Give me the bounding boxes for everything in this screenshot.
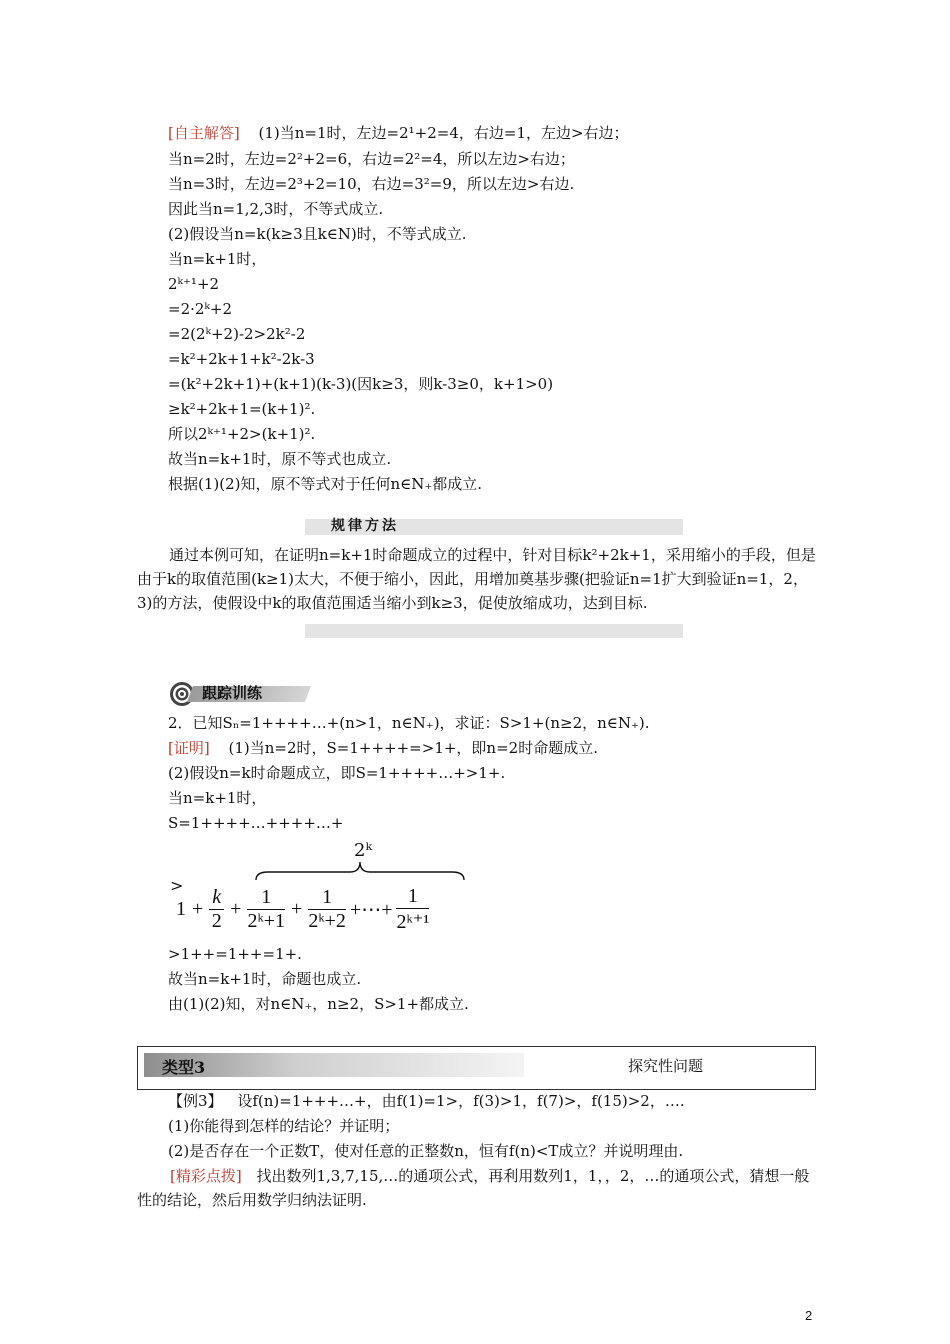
tracking-proof-line-2: 当n=k+1时， bbox=[168, 789, 267, 807]
fraction-k-over-2 bbox=[209, 886, 224, 933]
proof1-line-8: =2(2ᵏ+2)-2>2k²-2 bbox=[168, 325, 306, 343]
tracking-after-0: >1++=1++=1+. bbox=[168, 945, 302, 963]
proof1-line-9: =k²+2k+1+k²-2k-3 bbox=[168, 350, 315, 368]
formula-dots: +⋯+ bbox=[349, 898, 393, 921]
hint-text: 找出数列1,3,7,15,…的通项公式，再利用数列1，1，，2，…的通项公式，猜想一般性的结论，然后用数学归纳法证明. bbox=[137, 1167, 810, 1209]
proof1-line-6: 2ᵏ⁺¹+2 bbox=[168, 275, 220, 293]
rule-bar-bottom bbox=[305, 624, 683, 638]
formula: 1 + $\frac{k}{2}$ + $\frac{1}{\text{2ᵏ+1}}$ + $\frac{1}{\text{2ᵏ+2}}$ +⋯+ $\frac{1}{\text{2ᵏ⁺¹}}$ bbox=[176, 884, 430, 933]
formula-one: 1 bbox=[176, 897, 186, 920]
rule-method-text: 通过本例可知，在证明n=k+1时命题成立的过程中，针对目标k²+2k+1，采用缩小的手段，但是由于k的取值范围(k≥1)太大，不便于缩小，因此，用增加奠基步骤(把验证n=1扩大到验证n=1，2，3)的方法，使假设中k的取值范围适当缩小到k≥3，促使放缩成功，达到目标. bbox=[137, 546, 816, 612]
example3-line-2: (2)是否存在一个正数T，使对任意的正整数n，恒有f(n)<T成立？并说明理由. bbox=[168, 1142, 684, 1160]
overbrace bbox=[254, 860, 466, 882]
tracking-after-1: 故当n=k+1时，命题也成立. bbox=[168, 970, 362, 988]
rule-method-title: 规律方法 bbox=[320, 515, 410, 537]
tracking-proof-line-0 bbox=[168, 738, 598, 758]
proof1-line-3: 因此当n=1,2,3时，不等式成立. bbox=[168, 200, 384, 218]
proof1-line-7: =2·2ᵏ+2 bbox=[168, 300, 233, 318]
type3-title: 探究性问题 bbox=[628, 1057, 704, 1075]
example3-text-0: 设f(n)=1+++…+，由f(1)=1>，f(3)>1，f(7)>，f(15)>2，…. bbox=[237, 1092, 685, 1110]
fraction-1 bbox=[247, 886, 285, 933]
frac-k-num: k bbox=[209, 886, 224, 910]
example3-tag: 【例3】 bbox=[168, 1092, 223, 1110]
proof1-line-2: 当n=3时，左边=2³+2=10，右边=3²=9，所以左边>右边. bbox=[168, 175, 575, 193]
frac-k-den: 2 bbox=[211, 909, 222, 932]
frac1-num: 1 bbox=[247, 886, 285, 910]
proof1-line-4: (2)假设当n=k(k≥3且k∈N)时，不等式成立. bbox=[168, 225, 467, 243]
type3-box bbox=[137, 1046, 816, 1090]
tracking-title: 跟踪训练 bbox=[202, 684, 263, 702]
self-answer-tag: [自主解答] bbox=[168, 124, 240, 142]
example3-line-1: (1)你能得到怎样的结论？并证明； bbox=[168, 1117, 400, 1135]
fraction-3 bbox=[396, 885, 429, 934]
proof1-line-1: 当n=2时，左边=2²+2=6，右边=2²=4，所以左边>右边； bbox=[168, 150, 575, 168]
formula-gt: > bbox=[170, 876, 184, 895]
frac2-den: 2ᵏ+2 bbox=[308, 909, 346, 932]
proof1-line-13: 故当n=k+1时，原不等式也成立. bbox=[168, 450, 392, 468]
frac1-den: 2ᵏ+1 bbox=[247, 909, 286, 932]
brace-label: 2ᵏ bbox=[354, 840, 373, 861]
proof1-line-0 bbox=[168, 123, 629, 143]
tracking-after-2: 由(1)(2)知，对n∈N₊，n≥2，S>1+都成立. bbox=[168, 995, 469, 1013]
frac3-den: 2ᵏ⁺¹ bbox=[396, 910, 430, 933]
tracking-problem: 2．已知Sₙ=1++++…+(n>1，n∈N₊)，求证：S>1+(n≥2，n∈N₊). bbox=[168, 714, 650, 732]
fraction-2 bbox=[308, 886, 346, 933]
page-number: 2 bbox=[805, 1308, 813, 1323]
proof1-text-0: (1)当n=1时，左边=2¹+2=4，右边=1，左边>右边； bbox=[258, 124, 629, 142]
proof1-line-14: 根据(1)(2)知，原不等式对于任何n∈N₊都成立. bbox=[168, 475, 483, 493]
hint-tag: [精彩点拨] bbox=[170, 1167, 242, 1185]
tracking-proof-line-1: (2)假设n=k时命题成立，即S=1++++…+>1+. bbox=[168, 764, 506, 782]
frac3-num: 1 bbox=[396, 885, 429, 909]
tracking-proof-text-0: (1)当n=2时，S=1++++=>1+，即n=2时命题成立. bbox=[228, 739, 598, 757]
proof1-line-10: =(k²+2k+1)+(k+1)(k-3)(因k≥3，则k-3≥0，k+1>0) bbox=[168, 375, 554, 393]
proof1-line-11: ≥k²+2k+1=(k+1)². bbox=[168, 400, 316, 418]
proof1-line-5: 当n=k+1时， bbox=[168, 250, 267, 268]
type3-label: 类型3 bbox=[162, 1058, 206, 1077]
example3-hint bbox=[137, 1164, 817, 1212]
proof-tag: [证明] bbox=[168, 739, 210, 757]
proof1-line-12: 所以2ᵏ⁺¹+2>(k+1)². bbox=[168, 425, 316, 443]
tracking-proof-line-3: S=1++++…++++…+ bbox=[168, 814, 344, 832]
frac2-num: 1 bbox=[308, 886, 346, 910]
example3-line-0 bbox=[168, 1091, 685, 1111]
